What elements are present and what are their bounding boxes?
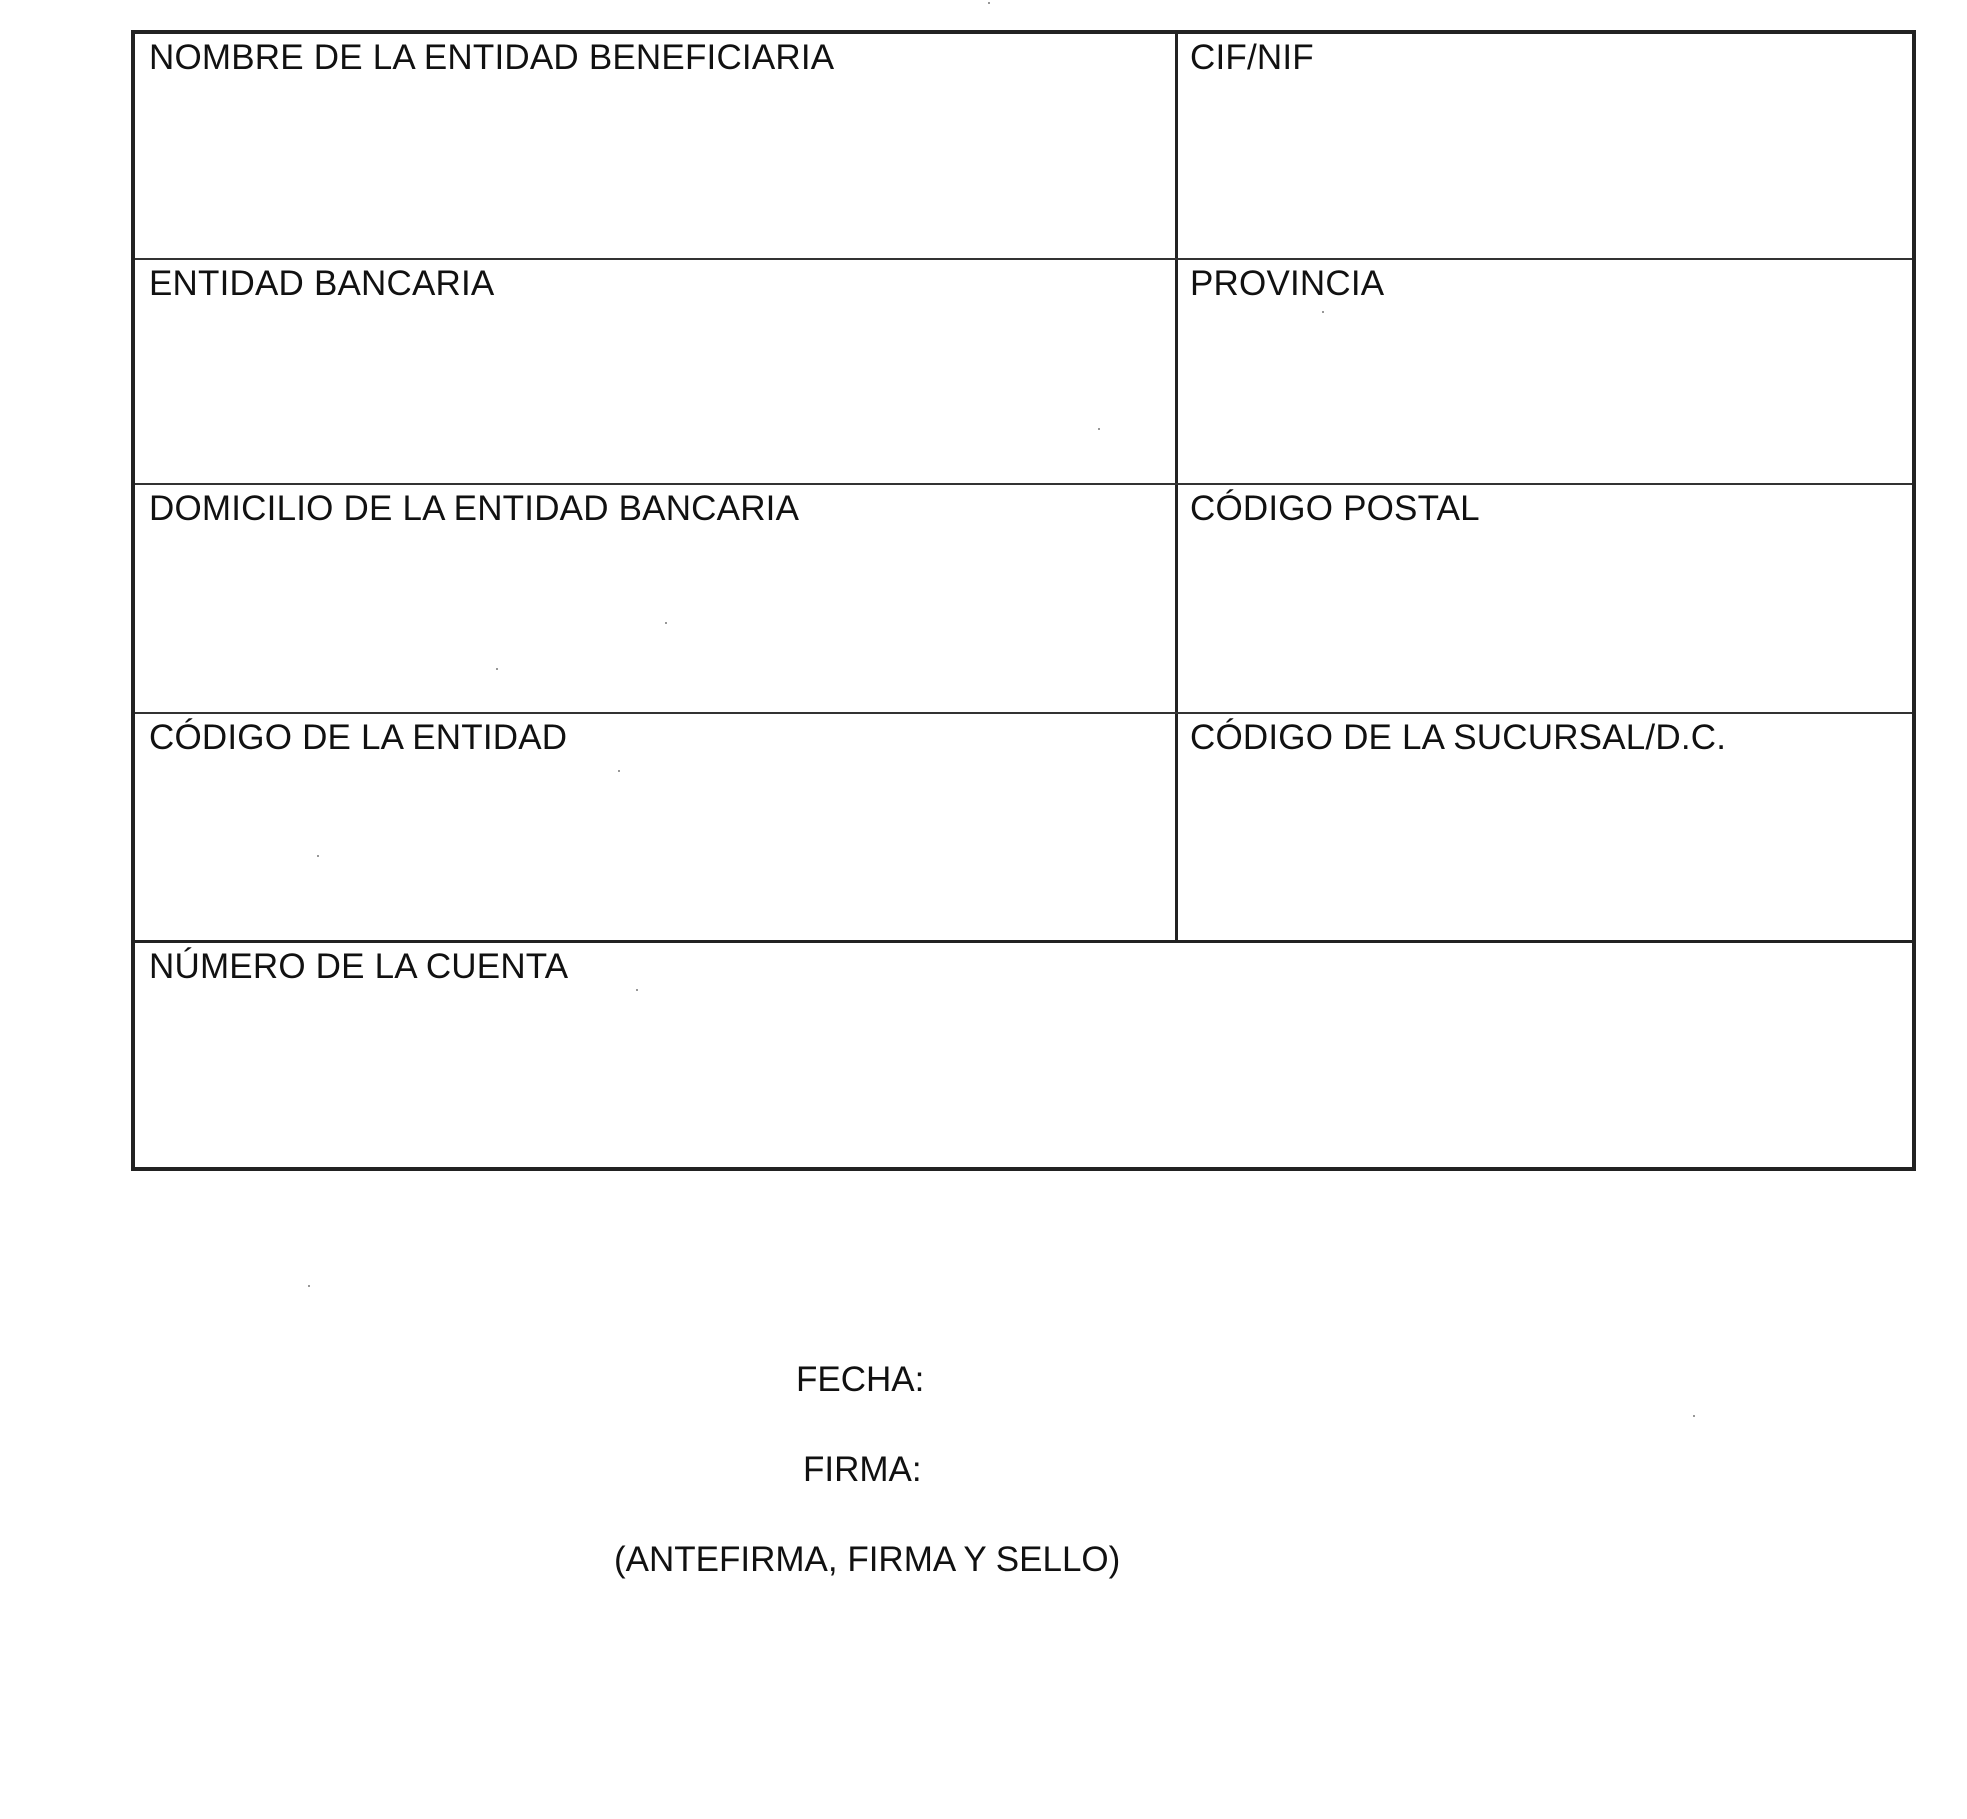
entity-code-field[interactable] bbox=[135, 714, 1178, 940]
signature-label: FIRMA: bbox=[803, 1450, 922, 1489]
beneficiary-name-field[interactable] bbox=[135, 34, 1178, 258]
scan-speck bbox=[308, 1285, 310, 1287]
scan-speck bbox=[496, 668, 498, 670]
postal-code-field[interactable] bbox=[1178, 485, 1912, 712]
scan-speck bbox=[1693, 1415, 1695, 1417]
entity-code-label: CÓDIGO DE LA ENTIDAD bbox=[149, 718, 568, 757]
date-label: FECHA: bbox=[796, 1360, 925, 1399]
scan-speck bbox=[1322, 311, 1324, 313]
form-row-codes bbox=[135, 714, 1912, 943]
form-row-account bbox=[135, 943, 1912, 1171]
branch-code-label: CÓDIGO DE LA SUCURSAL/D.C. bbox=[1190, 718, 1727, 757]
bank-entity-label: ENTIDAD BANCARIA bbox=[149, 264, 495, 303]
bank-entity-field[interactable] bbox=[135, 260, 1178, 483]
scan-speck bbox=[618, 770, 620, 772]
province-label: PROVINCIA bbox=[1190, 264, 1385, 303]
postal-code-label: CÓDIGO POSTAL bbox=[1190, 489, 1480, 528]
account-number-field[interactable] bbox=[135, 943, 1912, 1171]
scan-speck bbox=[665, 622, 667, 624]
scan-speck bbox=[636, 989, 638, 991]
form-row-beneficiary bbox=[135, 34, 1912, 260]
account-number-label: NÚMERO DE LA CUENTA bbox=[149, 947, 569, 986]
bank-address-field[interactable] bbox=[135, 485, 1178, 712]
cif-nif-label: CIF/NIF bbox=[1190, 38, 1314, 77]
branch-code-field[interactable] bbox=[1178, 714, 1912, 940]
signature-instructions: (ANTEFIRMA, FIRMA Y SELLO) bbox=[614, 1540, 1121, 1579]
bank-details-form-table bbox=[131, 30, 1916, 1171]
scan-speck bbox=[317, 855, 319, 857]
form-row-address bbox=[135, 485, 1912, 714]
scan-speck bbox=[988, 2, 990, 4]
form-row-bank bbox=[135, 260, 1912, 485]
cif-nif-field[interactable] bbox=[1178, 34, 1912, 258]
province-field[interactable] bbox=[1178, 260, 1912, 483]
scan-speck bbox=[1098, 428, 1100, 430]
beneficiary-name-label: NOMBRE DE LA ENTIDAD BENEFICIARIA bbox=[149, 38, 835, 77]
bank-address-label: DOMICILIO DE LA ENTIDAD BANCARIA bbox=[149, 489, 800, 528]
